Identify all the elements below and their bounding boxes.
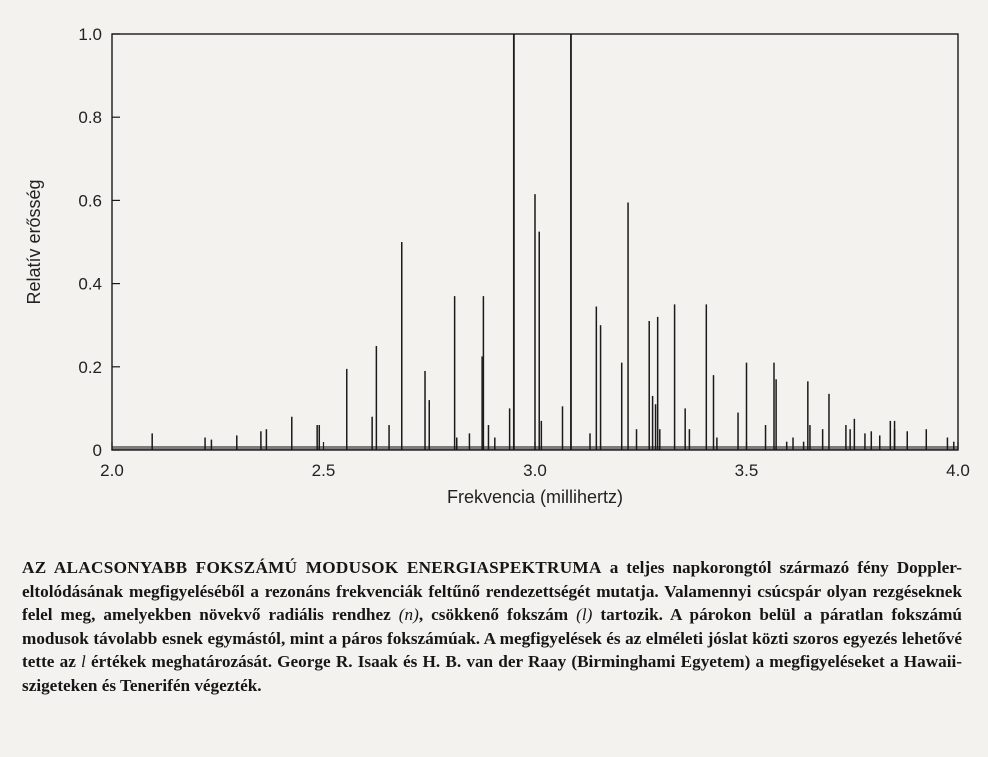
caption-lead: AZ ALACSONYABB FOKSZÁMÚ MODUSOK ENERGIASPEKTRUMA — [22, 558, 602, 577]
y-tick-label: 1.0 — [78, 25, 102, 44]
caption-text-4: értékek meghatározását. George R. Isaak és H. B. van der Raay (Birminghami Egyetem) a megfigyeléseket a Hawaii-szigeteken és Tenerifén végezték. — [22, 652, 962, 695]
y-axis — [78, 25, 120, 460]
y-axis-title: Relatív erősség — [24, 179, 44, 305]
caption-text-2: , csökkenő fokszám — [418, 605, 577, 625]
x-tick-label: 3.0 — [523, 461, 547, 480]
y-tick-label: 0.2 — [78, 357, 102, 377]
x-tick-label: 2.0 — [100, 461, 124, 480]
figure-caption — [22, 556, 962, 698]
caption-text-1: a teljes napkorongtól származó fény Doppler-eltolódásának megfigyeléséből a rezonáns frekvenciák feltűnő rendezettségét mutatja. Valamennyi csúcspár olyan rezgéseknek felel meg, amelyekben növekvő radiális rendhez — [22, 558, 962, 625]
caption-text-3: tartozik. A párokon belül a páratlan fokszámú modusok távolabb esnek egymástól, mint a páros fokszámúak. A megfigyelések és az elméleti jóslat közti szoros egyezés lehetővé tette az — [22, 605, 962, 672]
y-tick-label: 0.4 — [78, 274, 102, 294]
caption-symbol-l-value: l — [81, 652, 86, 672]
y-tick-label: 0.6 — [78, 191, 102, 211]
spectrum-lines — [112, 34, 958, 450]
y-tick-label: 0.8 — [78, 108, 102, 128]
x-tick-label: 3.5 — [734, 461, 759, 480]
x-axis-title: Frekvencia (millihertz) — [446, 487, 624, 507]
y-tick-label: 0 — [92, 441, 102, 460]
caption-symbol-n: (n) — [398, 605, 419, 625]
x-tick-label: 2.5 — [311, 461, 336, 480]
caption-symbol-l: (l) — [576, 605, 593, 625]
x-tick-label: 4.0 — [946, 461, 970, 480]
